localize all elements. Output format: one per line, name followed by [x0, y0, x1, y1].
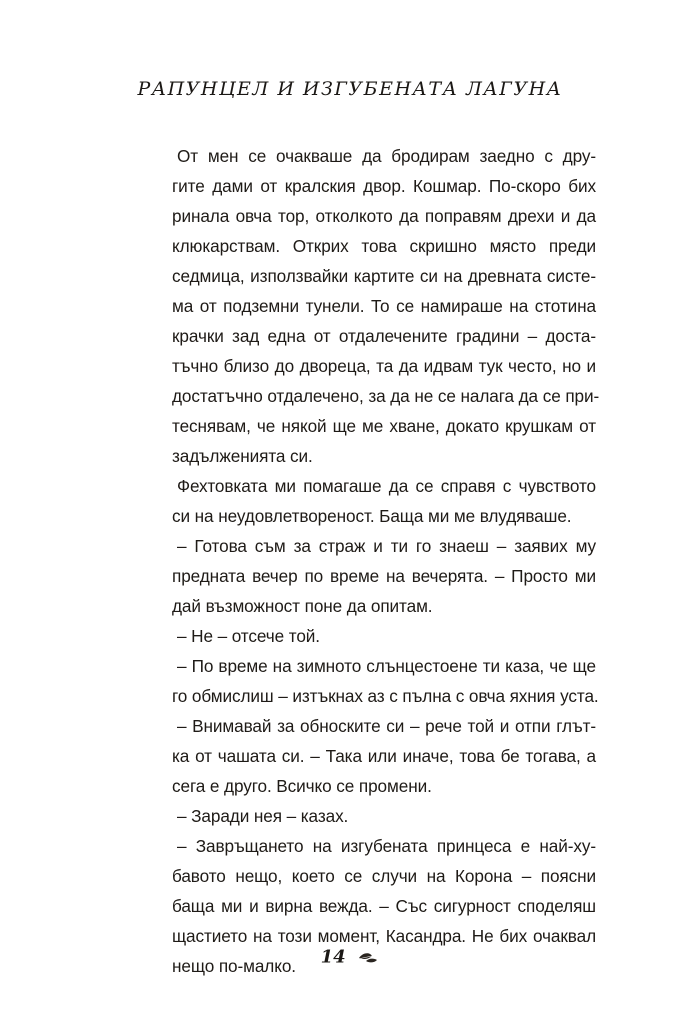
text-line: ка от чашата си. – Така или иначе, това бе тогава, а	[172, 746, 596, 766]
page-number: 14	[320, 946, 346, 968]
text-line: си на неудовлетвореност. Баща ми ме влудяваше.	[172, 506, 572, 526]
text-line: клюкарствам. Открих това скришно място преди	[172, 236, 596, 256]
text-line: щастието на този момент, Касандра. Не бих очаквал	[172, 926, 596, 946]
text-line: достатъчно отдалечено, за да не се налага да се при-	[172, 386, 600, 406]
text-line: – По време на зимното слънцестоене ти каза, че ще	[177, 656, 596, 676]
text-line: задълженията си.	[172, 446, 313, 466]
body-text	[172, 141, 600, 981]
text-line: теснявам, че някой ще ме хване, докато крушкам от	[172, 416, 596, 436]
text-line: – Заради нея – казах.	[177, 806, 349, 826]
text-line: го обмислиш – изтъкнах аз с пълна с овча яхния уста.	[172, 686, 599, 706]
text-line: нещо по-малко.	[172, 956, 296, 976]
text-line: От мен се очакваше да бродирам заедно с дру-	[177, 146, 596, 166]
text-line: ринала овча тор, отколкото да поправям дрехи и да	[172, 206, 596, 226]
text-line: сега е друго. Всичко се промени.	[172, 776, 432, 796]
text-line: – Внимавай за обноските си – рече той и отпи глът-	[177, 716, 596, 736]
text-line: предната вечер по време на вечерята. – Просто ми	[172, 566, 596, 586]
text-line: бавото нещо, което се случи на Корона – поясни	[172, 866, 596, 886]
text-line: гите дами от кралския двор. Кошмар. По-скоро бих	[172, 176, 596, 196]
text-line: ма от подземни тунели. То се намираше на стотина	[172, 296, 596, 316]
page-footer	[0, 946, 700, 968]
text-line: баща ми и вирна вежда. – Със сигурност споделяш	[172, 896, 596, 916]
running-head-title: РАПУНЦЕЛ И ИЗГУБЕНАТА ЛАГУНА	[137, 78, 563, 100]
text-line: дай възможност поне да опитам.	[172, 596, 433, 616]
text-line: Фехтовката ми помагаше да се справя с чувството	[177, 476, 596, 496]
text-line: тъчно близо до двореца, та да идвам тук често, но и	[172, 356, 596, 376]
leaf-ornament-icon	[357, 950, 379, 964]
text-line: седмица, използвайки картите си на древната систе-	[172, 266, 596, 286]
text-line: – Готова съм за страж и ти го знаеш – заявих му	[177, 536, 596, 556]
text-line: – Завръщането на изгубената принцеса е най-ху-	[177, 836, 596, 856]
text-line: крачки зад една от отдалечените градини – доста-	[172, 326, 596, 346]
text-line: – Не – отсече той.	[177, 626, 320, 646]
